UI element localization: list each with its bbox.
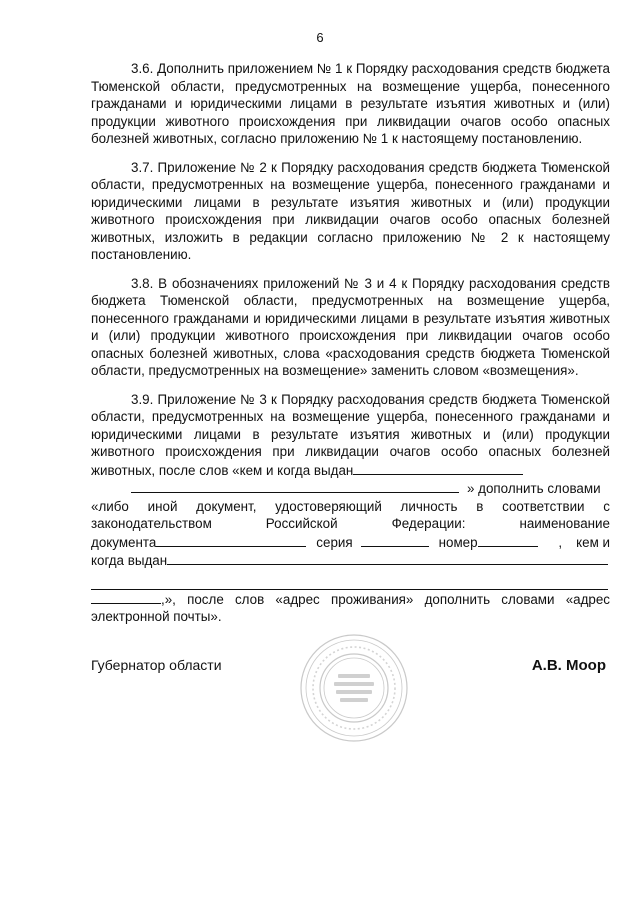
paragraph-3-7: 3.7. Приложение № 2 к Порядку расходования средств бюджета Тюменской области, предусмотренных на возмещение ущерба, понесенного гражданами и юридическими лицами в результате изъятия животных и (или) продукции животного происхождения при ликвидации очагов особо опасных болезней животных, изложить в редакции согласно приложению № 2 к настоящему постановлению. — [91, 159, 610, 262]
paragraph-3-6: 3.6. Дополнить приложением № 1 к Порядку расходования средств бюджета Тюменской области, предусмотренных на возмещение ущерба, понесенного гражданами и юридическими лицами в результате изъятия животных и (или) продукции животного происхождения при ликвидации очагов особо опасных болезней животных, согласно приложению № 1 к настоящему постановлению. — [91, 61, 610, 146]
insert-after-blank: » дополнить словами — [467, 481, 601, 496]
blank-line — [167, 551, 608, 565]
blank-line — [478, 533, 538, 547]
insert-line-2: «либо иной документ, удостоверяющий личность в соответствии с — [91, 498, 610, 514]
blank-line — [91, 576, 608, 590]
blank-line — [131, 479, 459, 493]
blank-line — [156, 533, 306, 547]
insert-line-4: документа серия номер , кем и — [91, 534, 610, 550]
paragraph-3-9-text: 3.9. Приложение № 3 к Порядку расходования средств бюджета Тюменской области, предусмотренных на возмещение ущерба, понесенного гражданами и юридическими лицами в результате изъятия животных и (или) продукции животного происхождения при ликвидации очагов особо опасных болезней животных, после слов «кем и когда выдан — [91, 391, 610, 478]
insert-line-8: электронной почты». — [91, 609, 222, 624]
paragraph-3-9 — [91, 391, 610, 626]
closing-text: ,», после слов «адрес проживания» дополнить словами «адрес — [161, 591, 610, 607]
document-label: документа — [91, 534, 157, 550]
insert-line-6 — [91, 576, 610, 590]
insert-line-7 — [91, 590, 610, 609]
number-label: номер — [438, 534, 478, 550]
document-body — [91, 60, 610, 637]
series-label: серия — [316, 534, 353, 550]
signatory-title: Губернатор области — [91, 657, 222, 673]
issued-by-label: кем и — [576, 534, 610, 550]
paragraph-3-8: 3.8. В обозначениях приложений № 3 и 4 к Порядку расходования средств бюджета Тюменской области, предусмотренных на возмещение ущерба, понесенного гражданами и юридическими лицами в результате изъятия животных и (или) продукции животного происхождения при ликвидации очагов особо опасных болезней животных, слова «расходования средств бюджета Тюменской области, предусмотренных на возмещение» заменить словом «возмещения». — [91, 275, 610, 378]
official-seal-stamp — [298, 632, 410, 744]
insert-line-5 — [91, 551, 610, 570]
insert-line-3: законодательством Российской Федерации: наименование — [91, 516, 610, 531]
blank-line — [353, 461, 523, 475]
page-number: 6 — [316, 30, 324, 45]
blank-line — [361, 533, 429, 547]
blank-line — [91, 590, 161, 604]
insert-line-1 — [91, 479, 610, 498]
when-issued-label: когда выдан — [91, 553, 168, 568]
signatory-name: А.В. Моор — [531, 657, 606, 674]
